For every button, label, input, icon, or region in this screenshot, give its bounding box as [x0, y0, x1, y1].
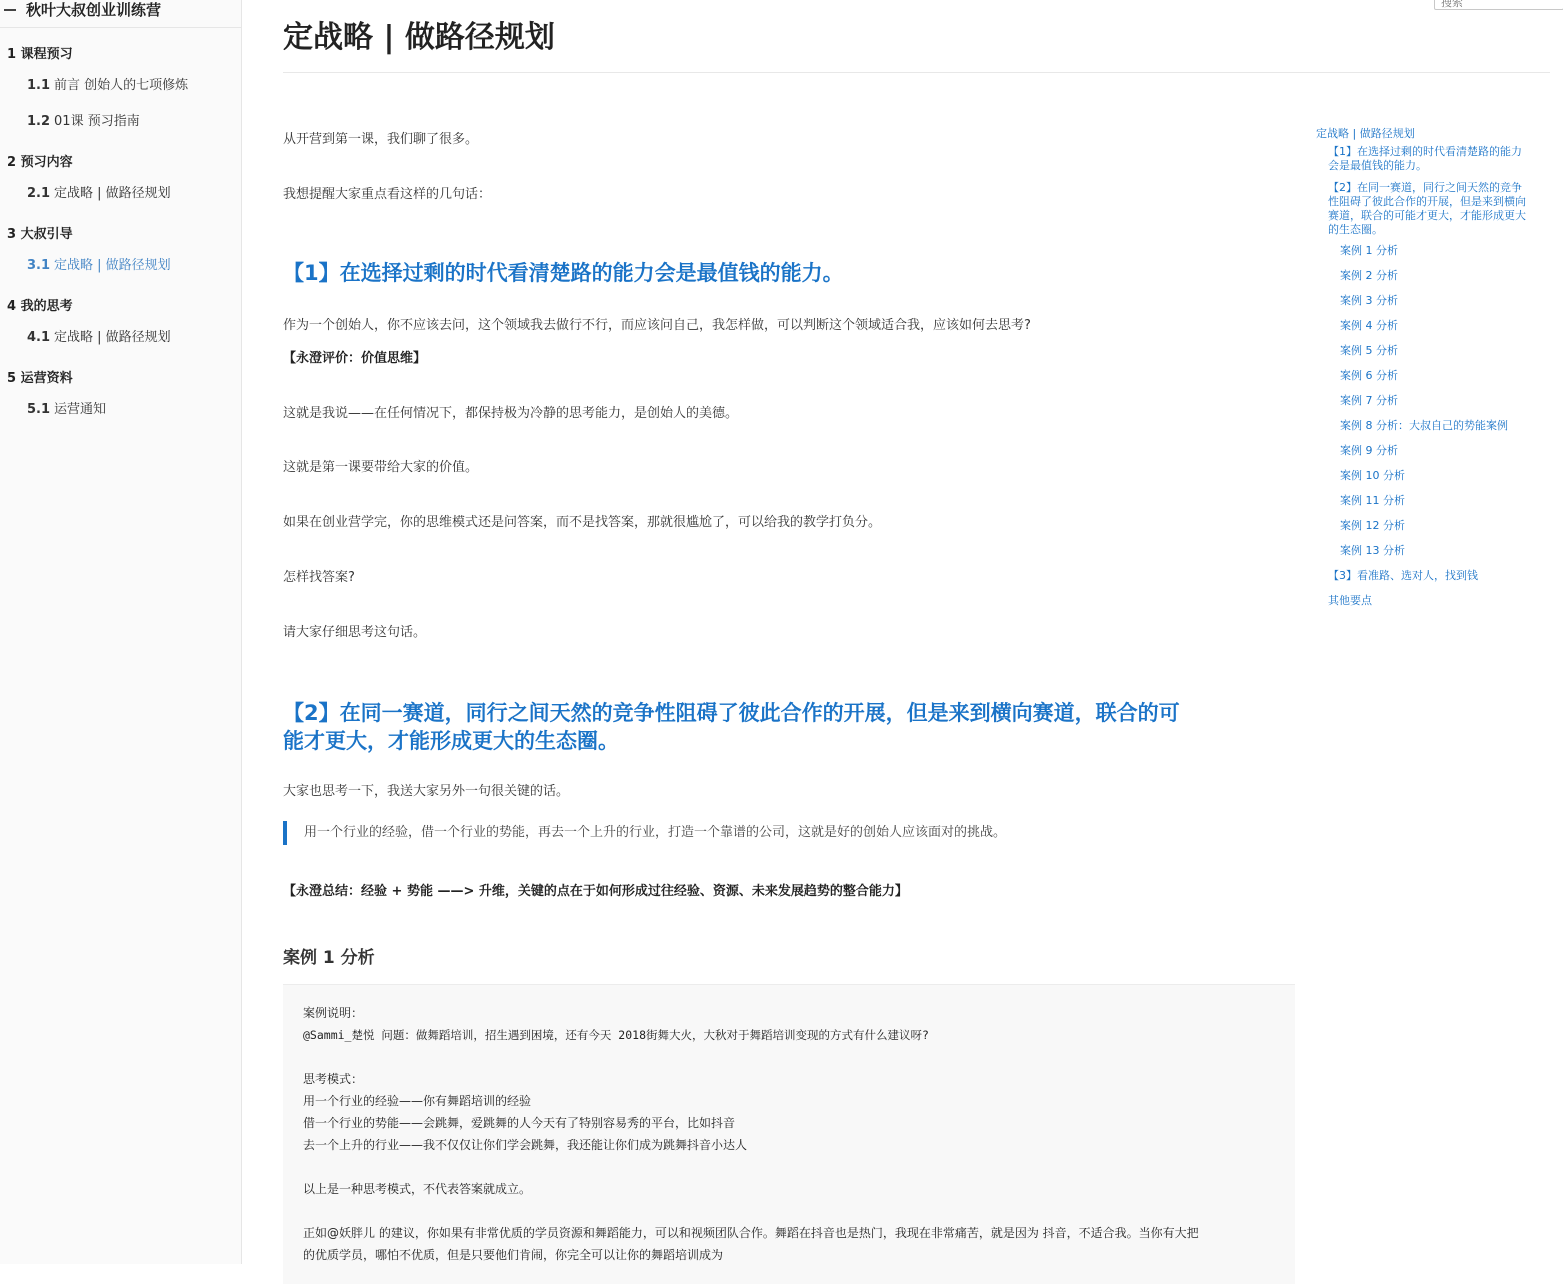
page-toc-line: 性阻碍了彼此合作的开展，但是来到横向 [1328, 195, 1526, 208]
sidebar-item-5-1[interactable] [27, 398, 106, 417]
sidebar-section-2[interactable]: 2 预习内容 [7, 155, 73, 170]
page-toc-case-7[interactable]: 案例 7 分析 [1340, 394, 1398, 407]
page-toc-case-13[interactable]: 案例 13 分析 [1340, 544, 1405, 557]
sidebar-item-2-1[interactable] [27, 182, 171, 201]
sidebar-item-3-1[interactable] [27, 254, 171, 273]
heading-1: 【1】在选择过剩的时代看清楚路的能力会是最值钱的能力。 [283, 261, 844, 285]
code-line: 借一个行业的势能——会跳舞，爱跳舞的人今天有了特别容易秀的平台，比如抖音 [303, 1116, 736, 1130]
heading-2-line-2: 能才更大，才能形成更大的生态圈。 [283, 729, 619, 753]
sidebar-item-num: 1.1 [27, 78, 51, 93]
code-line: 案例说明： [303, 1006, 364, 1020]
heading-2-line-1: 【2】在同一赛道，同行之间天然的竞争性阻碍了彼此合作的开展，但是来到横向赛道，联合的可 [283, 701, 1180, 725]
paragraph-5: 这就是我说——在任何情况下，都保持极为冷静的思考能力，是创始人的美德。 [283, 406, 739, 421]
paragraph-4: 【永澄评价：价值思维】 [283, 351, 427, 366]
code-line: 思考模式： [303, 1072, 364, 1086]
page-toc-case-10[interactable]: 案例 10 分析 [1340, 469, 1405, 482]
page-toc-case-5[interactable]: 案例 5 分析 [1340, 344, 1398, 357]
code-line: 的优质学员，哪怕不优质，但是只要他们肯闹，你完全可以让你的舞蹈培训成为 [303, 1248, 724, 1262]
case-1-heading: 案例 1 分析 [283, 948, 375, 968]
code-block [283, 984, 1295, 1284]
page-toc-case-6[interactable]: 案例 6 分析 [1340, 369, 1398, 382]
sidebar-item-num: 1.2 [27, 114, 51, 129]
collapse-icon[interactable] [4, 9, 16, 11]
sidebar-item-label: 运营通知 [54, 402, 107, 417]
sidebar-section-5[interactable]: 5 运营资料 [7, 371, 73, 386]
page-toc-case-8[interactable]: 案例 8 分析：大叔自己的势能案例 [1340, 419, 1508, 432]
page-toc-case-2[interactable]: 案例 2 分析 [1340, 269, 1398, 282]
sidebar-section-4[interactable]: 4 我的思考 [7, 299, 73, 314]
sidebar-item-label: 定战略 | 做路径规划 [54, 258, 171, 273]
code-line: 以上是一种思考模式，不代表答案就成立。 [303, 1182, 532, 1196]
page-toc-item-1[interactable] [1328, 145, 1522, 173]
sidebar-item-num: 3.1 [27, 258, 51, 273]
sidebar-item-4-1[interactable] [27, 326, 171, 345]
book-title-text: 秋叶大叔创业训练营 [26, 1, 162, 19]
page-toc-case-12[interactable]: 案例 12 分析 [1340, 519, 1405, 532]
code-line: @Sammi_楚悦 问题：做舞蹈培训，招生遇到困境，还有今天 2018街舞大火，大秋对于舞蹈培训变现的方式有什么建议呀? [303, 1028, 929, 1042]
paragraph-7: 如果在创业营学完，你的思维模式还是问答案，而不是找答案，那就很尴尬了，可以给我的教学打负分。 [283, 515, 882, 530]
sidebar-item-num: 4.1 [27, 330, 51, 345]
sidebar-item-label: 定战略 | 做路径规划 [54, 330, 171, 345]
book-title[interactable] [0, 0, 241, 28]
page-toc-case-11[interactable]: 案例 11 分析 [1340, 494, 1405, 507]
page-toc-case-1[interactable]: 案例 1 分析 [1340, 244, 1398, 257]
title-divider [283, 72, 1550, 73]
page-toc-item-other[interactable]: 其他要点 [1328, 594, 1372, 607]
sidebar-item-num: 5.1 [27, 402, 51, 417]
code-line: 去一个上升的行业——我不仅仅让你们学会跳舞，我还能让你们成为跳舞抖音小达人 [303, 1138, 748, 1152]
page-title: 定战略 | 做路径规划 [283, 20, 555, 55]
sidebar [0, 0, 242, 1264]
page-toc-case-4[interactable]: 案例 4 分析 [1340, 319, 1398, 332]
sidebar-item-1-1[interactable] [27, 74, 188, 93]
paragraph-3: 作为一个创始人，你不应该去问，这个领域我去做行不行，而应该问自己，我怎样做，可以判断这个领域适合我，应该如何去思考? [283, 318, 1031, 333]
paragraph-9: 请大家仔细思考这句话。 [283, 625, 427, 640]
page-toc-line: 【1】在选择过剩的时代看清楚路的能力 [1328, 145, 1522, 158]
blockquote: 用一个行业的经验，借一个行业的势能，再去一个上升的行业，打造一个靠谱的公司，这就是好的创始人应该面对的挑战。 [283, 821, 1006, 845]
paragraph-1: 从开营到第一课，我们聊了很多。 [283, 132, 479, 147]
code-line: 正如@妖胖儿 的建议，你如果有非常优质的学员资源和舞蹈能力，可以和视频团队合作。舞蹈在抖音也是热门，我现在非常痛苦，就是因为 抖音，不适合我。当你有大把 [303, 1226, 1199, 1240]
search-input[interactable] [1434, 0, 1563, 10]
sidebar-section-3[interactable]: 3 大叔引导 [7, 227, 73, 242]
paragraph-11: 【永澄总结：经验 + 势能 ——> 升维，关键的点在于如何形成过往经验、资源、未来发展趋势的整合能力】 [283, 884, 908, 899]
sidebar-item-label: 定战略 | 做路径规划 [54, 186, 171, 201]
sidebar-item-num: 2.1 [27, 186, 51, 201]
page-toc-line: 会是最值钱的能力。 [1328, 159, 1427, 172]
sidebar-item-label: 01课 预习指南 [54, 114, 140, 129]
code-line: 用一个行业的经验——你有舞蹈培训的经验 [303, 1094, 532, 1108]
page-toc-line: 的生态圈。 [1328, 223, 1383, 236]
page-toc-line: 赛道，联合的可能才更大，才能形成更大 [1328, 209, 1526, 222]
paragraph-6: 这就是第一课要带给大家的价值。 [283, 460, 479, 475]
page-toc-item-top[interactable]: 定战略 | 做路径规划 [1316, 127, 1415, 140]
sidebar-item-label: 前言 创始人的七项修炼 [54, 78, 189, 93]
sidebar-item-1-2[interactable] [27, 110, 140, 129]
paragraph-8: 怎样找答案? [283, 570, 355, 585]
page-toc-case-3[interactable]: 案例 3 分析 [1340, 294, 1398, 307]
paragraph-2: 我想提醒大家重点看这样的几句话： [283, 187, 492, 202]
page-toc-item-3[interactable]: 【3】看准路、选对人，找到钱 [1328, 569, 1478, 582]
heading-2 [283, 699, 1180, 755]
paragraph-10: 大家也思考一下，我送大家另外一句很关键的话。 [283, 784, 570, 799]
page-toc-case-9[interactable]: 案例 9 分析 [1340, 444, 1398, 457]
page-toc-item-2[interactable] [1328, 181, 1526, 237]
page-toc-line: 【2】在同一赛道，同行之间天然的竞争 [1328, 181, 1522, 194]
sidebar-section-1[interactable]: 1 课程预习 [7, 47, 73, 62]
